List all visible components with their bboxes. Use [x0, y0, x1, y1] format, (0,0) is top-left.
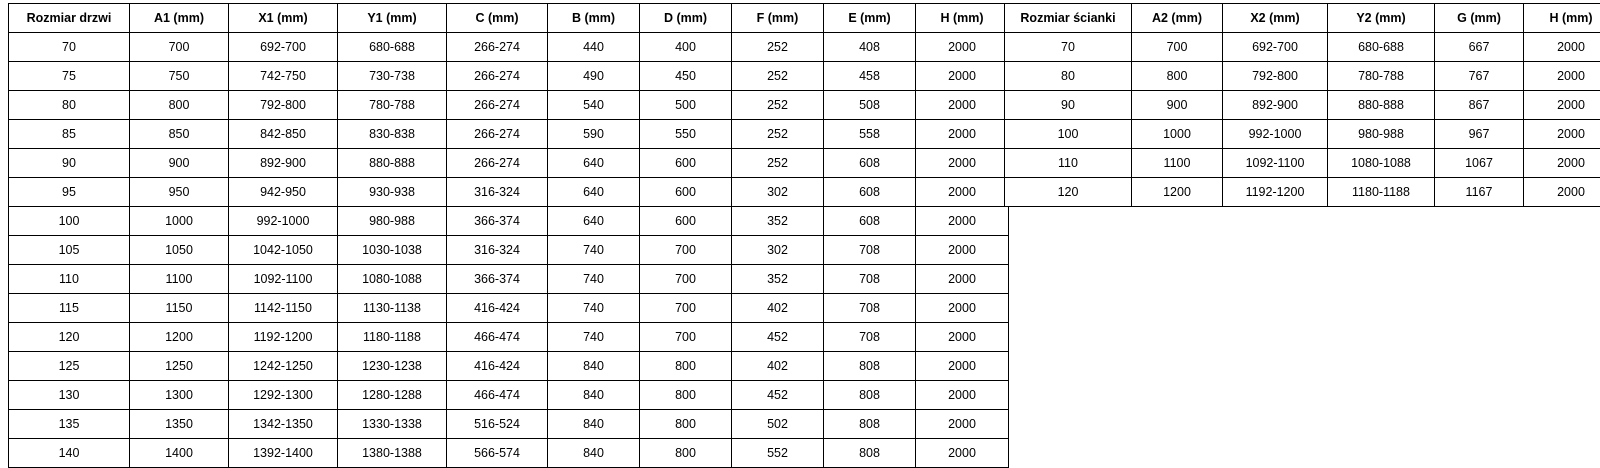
table-cell: 125	[9, 352, 130, 381]
table-cell: 105	[9, 236, 130, 265]
table-cell: 1130-1138	[338, 294, 447, 323]
table-cell: 2000	[916, 91, 1009, 120]
table-cell: 2000	[916, 294, 1009, 323]
table-row	[1005, 33, 1600, 62]
table-cell: 640	[548, 149, 640, 178]
table-cell: 552	[732, 439, 824, 468]
table-row	[9, 33, 1009, 62]
table-cell: 2000	[916, 410, 1009, 439]
table-cell: 2000	[916, 178, 1009, 207]
table-cell: 366-374	[447, 265, 548, 294]
wall-table-head	[1005, 4, 1600, 33]
table-cell: 740	[548, 323, 640, 352]
door-table-head	[9, 4, 1009, 33]
table-cell: 1067	[1435, 149, 1524, 178]
table-cell: 700	[640, 294, 732, 323]
table-cell: 75	[9, 62, 130, 91]
column-header: X1 (mm)	[229, 4, 338, 33]
table-cell: 742-750	[229, 62, 338, 91]
table-cell: 792-800	[1223, 62, 1328, 91]
table-cell: 2000	[916, 352, 1009, 381]
table-cell: 1000	[130, 207, 229, 236]
column-header: F (mm)	[732, 4, 824, 33]
table-cell: 808	[824, 352, 916, 381]
table-cell: 808	[824, 381, 916, 410]
table-cell: 2000	[916, 62, 1009, 91]
wall-table-header-row	[1005, 4, 1600, 33]
table-cell: 140	[9, 439, 130, 468]
table-cell: 740	[548, 236, 640, 265]
table-cell: 992-1000	[1223, 120, 1328, 149]
table-row	[9, 236, 1009, 265]
table-cell: 2000	[1524, 91, 1600, 120]
table-cell: 120	[1005, 178, 1132, 207]
table-cell: 1180-1188	[1328, 178, 1435, 207]
table-cell: 452	[732, 323, 824, 352]
table-cell: 680-688	[338, 33, 447, 62]
table-cell: 115	[9, 294, 130, 323]
table-cell: 750	[130, 62, 229, 91]
table-cell: 302	[732, 178, 824, 207]
table-row	[9, 410, 1009, 439]
table-row	[9, 265, 1009, 294]
table-cell: 792-800	[229, 91, 338, 120]
table-cell: 880-888	[338, 149, 447, 178]
table-cell: 608	[824, 178, 916, 207]
table-cell: 110	[1005, 149, 1132, 178]
column-header: H (mm)	[916, 4, 1009, 33]
table-cell: 1167	[1435, 178, 1524, 207]
table-cell: 450	[640, 62, 732, 91]
table-row	[1005, 120, 1600, 149]
table-cell: 85	[9, 120, 130, 149]
table-cell: 1000	[1132, 120, 1223, 149]
table-cell: 800	[1132, 62, 1223, 91]
table-cell: 1142-1150	[229, 294, 338, 323]
table-cell: 540	[548, 91, 640, 120]
table-row	[1005, 62, 1600, 91]
table-cell: 808	[824, 439, 916, 468]
table-cell: 1192-1200	[229, 323, 338, 352]
table-row	[9, 352, 1009, 381]
table-cell: 500	[640, 91, 732, 120]
table-cell: 316-324	[447, 236, 548, 265]
table-cell: 266-274	[447, 149, 548, 178]
table-row	[9, 62, 1009, 91]
table-cell: 2000	[916, 236, 1009, 265]
column-header: Rozmiar ścianki	[1005, 4, 1132, 33]
table-cell: 90	[9, 149, 130, 178]
table-cell: 1080-1088	[1328, 149, 1435, 178]
table-cell: 700	[1132, 33, 1223, 62]
table-cell: 1342-1350	[229, 410, 338, 439]
table-cell: 867	[1435, 91, 1524, 120]
table-row	[1005, 91, 1600, 120]
table-cell: 842-850	[229, 120, 338, 149]
table-cell: 416-424	[447, 352, 548, 381]
table-cell: 1092-1100	[1223, 149, 1328, 178]
table-cell: 708	[824, 323, 916, 352]
table-cell: 502	[732, 410, 824, 439]
table-cell: 1250	[130, 352, 229, 381]
wall-table-body	[1005, 33, 1600, 207]
table-cell: 120	[9, 323, 130, 352]
table-cell: 992-1000	[229, 207, 338, 236]
table-cell: 1200	[1132, 178, 1223, 207]
table-cell: 302	[732, 236, 824, 265]
table-cell: 900	[1132, 91, 1223, 120]
table-cell: 316-324	[447, 178, 548, 207]
table-cell: 266-274	[447, 120, 548, 149]
table-cell: 366-374	[447, 207, 548, 236]
table-cell: 1380-1388	[338, 439, 447, 468]
table-cell: 408	[824, 33, 916, 62]
table-cell: 692-700	[1223, 33, 1328, 62]
table-cell: 110	[9, 265, 130, 294]
table-cell: 667	[1435, 33, 1524, 62]
table-cell: 558	[824, 120, 916, 149]
wall-panel-size-table	[1004, 3, 1600, 207]
table-cell: 1100	[130, 265, 229, 294]
table-cell: 800	[130, 91, 229, 120]
table-cell: 466-474	[447, 381, 548, 410]
table-cell: 780-788	[338, 91, 447, 120]
column-header: B (mm)	[548, 4, 640, 33]
table-cell: 466-474	[447, 323, 548, 352]
table-cell: 930-938	[338, 178, 447, 207]
table-cell: 967	[1435, 120, 1524, 149]
table-cell: 892-900	[229, 149, 338, 178]
table-cell: 600	[640, 149, 732, 178]
table-cell: 800	[640, 439, 732, 468]
table-row	[1005, 178, 1600, 207]
table-cell: 1180-1188	[338, 323, 447, 352]
table-row	[1005, 149, 1600, 178]
table-cell: 100	[1005, 120, 1132, 149]
table-cell: 508	[824, 91, 916, 120]
table-cell: 680-688	[1328, 33, 1435, 62]
table-cell: 266-274	[447, 91, 548, 120]
table-cell: 2000	[916, 323, 1009, 352]
table-cell: 800	[640, 410, 732, 439]
column-header: H (mm)	[1524, 4, 1600, 33]
table-cell: 1092-1100	[229, 265, 338, 294]
table-cell: 840	[548, 381, 640, 410]
table-cell: 402	[732, 294, 824, 323]
table-cell: 1100	[1132, 149, 1223, 178]
table-cell: 880-888	[1328, 91, 1435, 120]
table-cell: 942-950	[229, 178, 338, 207]
table-cell: 100	[9, 207, 130, 236]
table-cell: 1242-1250	[229, 352, 338, 381]
table-row	[9, 178, 1009, 207]
door-table-header-row	[9, 4, 1009, 33]
table-cell: 1350	[130, 410, 229, 439]
table-cell: 600	[640, 178, 732, 207]
column-header: D (mm)	[640, 4, 732, 33]
table-cell: 400	[640, 33, 732, 62]
table-cell: 900	[130, 149, 229, 178]
table-cell: 352	[732, 207, 824, 236]
table-row	[9, 439, 1009, 468]
table-row	[9, 294, 1009, 323]
table-cell: 808	[824, 410, 916, 439]
table-cell: 130	[9, 381, 130, 410]
table-cell: 2000	[916, 149, 1009, 178]
table-row	[9, 149, 1009, 178]
table-cell: 516-524	[447, 410, 548, 439]
table-cell: 800	[640, 352, 732, 381]
table-cell: 2000	[916, 120, 1009, 149]
table-row	[9, 91, 1009, 120]
table-cell: 608	[824, 149, 916, 178]
table-cell: 70	[9, 33, 130, 62]
table-cell: 252	[732, 33, 824, 62]
column-header: Y1 (mm)	[338, 4, 447, 33]
table-cell: 252	[732, 149, 824, 178]
table-cell: 640	[548, 207, 640, 236]
table-cell: 266-274	[447, 62, 548, 91]
table-cell: 708	[824, 294, 916, 323]
table-cell: 566-574	[447, 439, 548, 468]
table-cell: 692-700	[229, 33, 338, 62]
table-cell: 90	[1005, 91, 1132, 120]
table-cell: 850	[130, 120, 229, 149]
table-cell: 135	[9, 410, 130, 439]
door-table-body	[9, 33, 1009, 468]
table-cell: 608	[824, 207, 916, 236]
table-cell: 1200	[130, 323, 229, 352]
column-header: Rozmiar drzwi	[9, 4, 130, 33]
table-cell: 2000	[916, 381, 1009, 410]
table-cell: 780-788	[1328, 62, 1435, 91]
table-cell: 252	[732, 120, 824, 149]
table-cell: 980-988	[338, 207, 447, 236]
table-cell: 740	[548, 294, 640, 323]
table-cell: 80	[9, 91, 130, 120]
table-row	[9, 120, 1009, 149]
table-cell: 1080-1088	[338, 265, 447, 294]
table-cell: 1400	[130, 439, 229, 468]
table-cell: 730-738	[338, 62, 447, 91]
table-cell: 2000	[1524, 120, 1600, 149]
table-cell: 70	[1005, 33, 1132, 62]
table-cell: 550	[640, 120, 732, 149]
table-cell: 2000	[1524, 62, 1600, 91]
table-cell: 2000	[1524, 178, 1600, 207]
table-cell: 1030-1038	[338, 236, 447, 265]
column-header: C (mm)	[447, 4, 548, 33]
table-cell: 1300	[130, 381, 229, 410]
table-cell: 2000	[1524, 33, 1600, 62]
table-cell: 252	[732, 91, 824, 120]
table-cell: 440	[548, 33, 640, 62]
table-cell: 708	[824, 236, 916, 265]
table-cell: 416-424	[447, 294, 548, 323]
door-size-table	[8, 3, 1009, 468]
table-cell: 1150	[130, 294, 229, 323]
table-cell: 767	[1435, 62, 1524, 91]
table-cell: 640	[548, 178, 640, 207]
column-header: Y2 (mm)	[1328, 4, 1435, 33]
table-cell: 1330-1338	[338, 410, 447, 439]
table-cell: 458	[824, 62, 916, 91]
table-cell: 80	[1005, 62, 1132, 91]
table-cell: 95	[9, 178, 130, 207]
column-header: X2 (mm)	[1223, 4, 1328, 33]
table-cell: 700	[640, 323, 732, 352]
table-cell: 700	[130, 33, 229, 62]
table-cell: 840	[548, 352, 640, 381]
table-cell: 2000	[916, 207, 1009, 236]
table-cell: 490	[548, 62, 640, 91]
table-row	[9, 323, 1009, 352]
table-cell: 2000	[1524, 149, 1600, 178]
column-header: G (mm)	[1435, 4, 1524, 33]
table-cell: 700	[640, 265, 732, 294]
table-cell: 980-988	[1328, 120, 1435, 149]
table-cell: 708	[824, 265, 916, 294]
table-cell: 1042-1050	[229, 236, 338, 265]
table-cell: 452	[732, 381, 824, 410]
column-header: A1 (mm)	[130, 4, 229, 33]
table-cell: 740	[548, 265, 640, 294]
table-cell: 1230-1238	[338, 352, 447, 381]
table-cell: 1192-1200	[1223, 178, 1328, 207]
table-cell: 590	[548, 120, 640, 149]
column-header: A2 (mm)	[1132, 4, 1223, 33]
table-cell: 700	[640, 236, 732, 265]
table-cell: 600	[640, 207, 732, 236]
table-cell: 830-838	[338, 120, 447, 149]
table-cell: 840	[548, 439, 640, 468]
table-cell: 1280-1288	[338, 381, 447, 410]
table-cell: 402	[732, 352, 824, 381]
table-cell: 352	[732, 265, 824, 294]
table-cell: 1392-1400	[229, 439, 338, 468]
table-cell: 266-274	[447, 33, 548, 62]
table-cell: 2000	[916, 439, 1009, 468]
table-cell: 800	[640, 381, 732, 410]
table-cell: 840	[548, 410, 640, 439]
table-cell: 2000	[916, 265, 1009, 294]
table-row	[9, 207, 1009, 236]
table-cell: 1050	[130, 236, 229, 265]
table-row	[9, 381, 1009, 410]
table-cell: 2000	[916, 33, 1009, 62]
table-cell: 252	[732, 62, 824, 91]
column-header: E (mm)	[824, 4, 916, 33]
table-cell: 892-900	[1223, 91, 1328, 120]
table-cell: 950	[130, 178, 229, 207]
table-cell: 1292-1300	[229, 381, 338, 410]
